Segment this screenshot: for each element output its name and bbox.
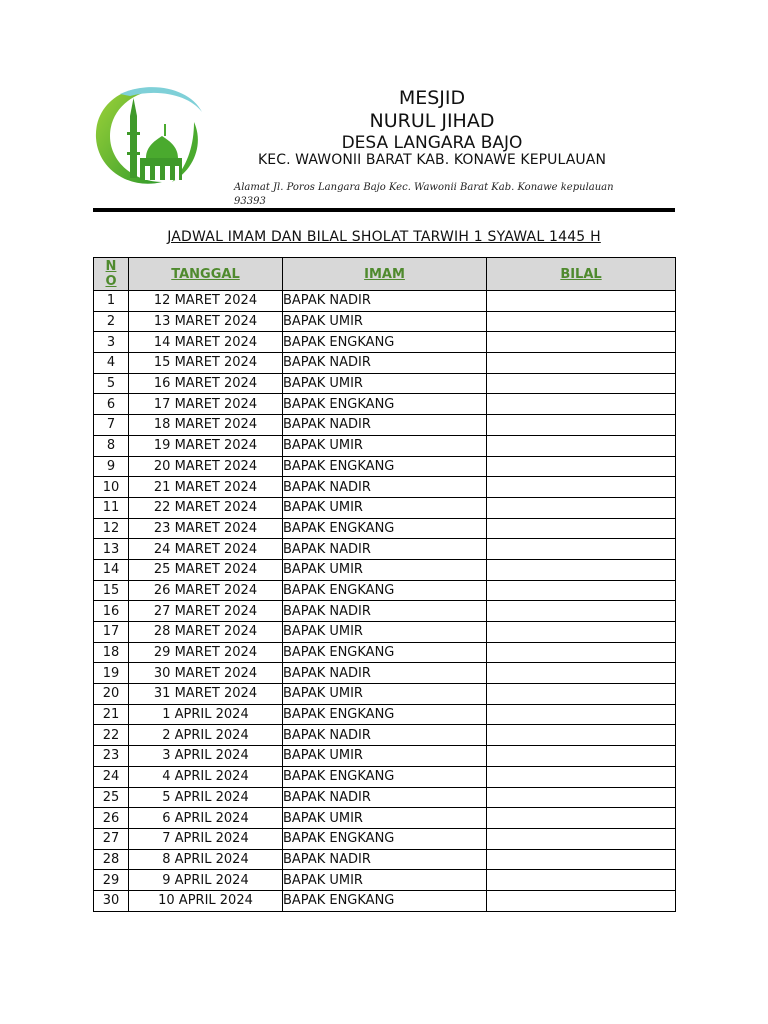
cell-bilal: [487, 725, 676, 746]
cell-bilal: [487, 456, 676, 477]
cell-imam: BAPAK ENGKANG: [283, 642, 487, 663]
cell-imam: BAPAK ENGKANG: [283, 828, 487, 849]
cell-imam: BAPAK ENGKANG: [283, 518, 487, 539]
cell-date: 19 MARET 2024: [129, 435, 283, 456]
cell-imam: BAPAK NADIR: [283, 291, 487, 312]
cell-bilal: [487, 746, 676, 767]
cell-bilal: [487, 642, 676, 663]
mosque-icon: [90, 82, 210, 196]
mosque-label: MESJID: [398, 87, 466, 109]
cell-imam: BAPAK ENGKANG: [283, 580, 487, 601]
cell-imam: BAPAK NADIR: [283, 415, 487, 436]
cell-date: 18 MARET 2024: [129, 415, 283, 436]
cell-no: 9: [94, 456, 129, 477]
cell-no: 11: [94, 497, 129, 518]
cell-no: 27: [94, 828, 129, 849]
village-name: DESA LANGARA BAJO: [341, 133, 523, 153]
cell-date: 12 MARET 2024: [129, 291, 283, 312]
table-row: [94, 787, 676, 808]
cell-no: 23: [94, 746, 129, 767]
table-header-row: [94, 258, 676, 291]
col-header-no: [94, 258, 129, 291]
cell-no: 15: [94, 580, 129, 601]
cell-imam: BAPAK UMIR: [283, 684, 487, 705]
cell-bilal: [487, 890, 676, 911]
col-header-no-top: N: [105, 259, 117, 274]
schedule-table: [93, 257, 676, 912]
cell-no: 16: [94, 601, 129, 622]
cell-date: 24 MARET 2024: [129, 539, 283, 560]
cell-date: 7 APRIL 2024: [129, 828, 283, 849]
table-row: [94, 477, 676, 498]
cell-bilal: [487, 353, 676, 374]
cell-date: 27 MARET 2024: [129, 601, 283, 622]
cell-imam: BAPAK NADIR: [283, 539, 487, 560]
cell-bilal: [487, 373, 676, 394]
cell-imam: BAPAK UMIR: [283, 808, 487, 829]
table-row: [94, 311, 676, 332]
cell-no: 30: [94, 890, 129, 911]
address: Alamat Jl. Poros Langara Bajo Kec. Wawonii Barat Kab. Konawe kepulauan 93393: [234, 182, 614, 207]
schedule-title: JADWAL IMAM DAN BILAL SHOLAT TARWIH 1 SYAWAL 1445 H: [167, 229, 601, 245]
cell-imam: BAPAK ENGKANG: [283, 890, 487, 911]
cell-no: 12: [94, 518, 129, 539]
cell-imam: BAPAK NADIR: [283, 663, 487, 684]
cell-no: 1: [94, 291, 129, 312]
cell-no: 10: [94, 477, 129, 498]
table-row: [94, 725, 676, 746]
col-header-date: TANGGAL: [129, 258, 283, 291]
table-row: [94, 456, 676, 477]
cell-imam: BAPAK UMIR: [283, 870, 487, 891]
table-row: [94, 704, 676, 725]
cell-no: 6: [94, 394, 129, 415]
cell-date: 14 MARET 2024: [129, 332, 283, 353]
col-header-no-bottom: O: [105, 274, 117, 289]
cell-date: 2 APRIL 2024: [129, 725, 283, 746]
table-row: [94, 415, 676, 436]
cell-no: 24: [94, 766, 129, 787]
cell-bilal: [487, 435, 676, 456]
cell-date: 15 MARET 2024: [129, 353, 283, 374]
mosque-logo: [90, 82, 210, 196]
cell-date: 22 MARET 2024: [129, 497, 283, 518]
cell-imam: BAPAK UMIR: [283, 746, 487, 767]
table-row: [94, 601, 676, 622]
table-row: [94, 291, 676, 312]
cell-date: 4 APRIL 2024: [129, 766, 283, 787]
cell-date: 29 MARET 2024: [129, 642, 283, 663]
cell-bilal: [487, 291, 676, 312]
cell-bilal: [487, 766, 676, 787]
table-row: [94, 870, 676, 891]
table-row: [94, 332, 676, 353]
cell-imam: BAPAK NADIR: [283, 601, 487, 622]
cell-date: 20 MARET 2024: [129, 456, 283, 477]
cell-date: 26 MARET 2024: [129, 580, 283, 601]
table-row: [94, 663, 676, 684]
cell-date: 31 MARET 2024: [129, 684, 283, 705]
cell-no: 29: [94, 870, 129, 891]
cell-no: 7: [94, 415, 129, 436]
cell-bilal: [487, 787, 676, 808]
cell-bilal: [487, 704, 676, 725]
cell-date: 16 MARET 2024: [129, 373, 283, 394]
cell-no: 17: [94, 622, 129, 643]
cell-bilal: [487, 580, 676, 601]
cell-imam: BAPAK UMIR: [283, 559, 487, 580]
cell-no: 19: [94, 663, 129, 684]
cell-date: 6 APRIL 2024: [129, 808, 283, 829]
cell-imam: BAPAK ENGKANG: [283, 456, 487, 477]
cell-bilal: [487, 394, 676, 415]
table-row: [94, 746, 676, 767]
cell-imam: BAPAK ENGKANG: [283, 704, 487, 725]
cell-no: 18: [94, 642, 129, 663]
col-header-bilal: BILAL: [487, 258, 676, 291]
cell-imam: BAPAK UMIR: [283, 435, 487, 456]
cell-date: 13 MARET 2024: [129, 311, 283, 332]
cell-imam: BAPAK UMIR: [283, 622, 487, 643]
cell-no: 8: [94, 435, 129, 456]
cell-date: 30 MARET 2024: [129, 663, 283, 684]
cell-no: 25: [94, 787, 129, 808]
table-row: [94, 890, 676, 911]
cell-bilal: [487, 415, 676, 436]
cell-bilal: [487, 539, 676, 560]
cell-imam: BAPAK NADIR: [283, 787, 487, 808]
table-row: [94, 622, 676, 643]
cell-date: 1 APRIL 2024: [129, 704, 283, 725]
table-row: [94, 766, 676, 787]
cell-no: 13: [94, 539, 129, 560]
cell-bilal: [487, 518, 676, 539]
cell-no: 2: [94, 311, 129, 332]
table-row: [94, 684, 676, 705]
cell-bilal: [487, 828, 676, 849]
cell-date: 9 APRIL 2024: [129, 870, 283, 891]
cell-imam: BAPAK NADIR: [283, 353, 487, 374]
district-name: KEC. WAWONII BARAT KAB. KONAWE KEPULAUAN: [257, 152, 607, 168]
table-row: [94, 497, 676, 518]
header-divider: [93, 208, 675, 212]
cell-imam: BAPAK UMIR: [283, 373, 487, 394]
cell-no: 26: [94, 808, 129, 829]
table-row: [94, 642, 676, 663]
table-row: [94, 808, 676, 829]
cell-imam: BAPAK UMIR: [283, 497, 487, 518]
col-header-imam: IMAM: [283, 258, 487, 291]
cell-bilal: [487, 663, 676, 684]
cell-bilal: [487, 849, 676, 870]
cell-bilal: [487, 808, 676, 829]
cell-date: 8 APRIL 2024: [129, 849, 283, 870]
cell-no: 21: [94, 704, 129, 725]
cell-bilal: [487, 601, 676, 622]
cell-no: 14: [94, 559, 129, 580]
cell-bilal: [487, 497, 676, 518]
table-row: [94, 828, 676, 849]
cell-date: 3 APRIL 2024: [129, 746, 283, 767]
table-row: [94, 559, 676, 580]
mosque-name: NURUL JIHAD: [369, 110, 495, 132]
cell-imam: BAPAK NADIR: [283, 725, 487, 746]
cell-bilal: [487, 684, 676, 705]
cell-bilal: [487, 622, 676, 643]
cell-bilal: [487, 332, 676, 353]
cell-date: 5 APRIL 2024: [129, 787, 283, 808]
cell-date: 28 MARET 2024: [129, 622, 283, 643]
cell-date: 23 MARET 2024: [129, 518, 283, 539]
cell-date: 10 APRIL 2024: [129, 890, 283, 911]
table-row: [94, 353, 676, 374]
table-row: [94, 849, 676, 870]
table-row: [94, 539, 676, 560]
cell-date: 17 MARET 2024: [129, 394, 283, 415]
cell-no: 20: [94, 684, 129, 705]
cell-bilal: [487, 870, 676, 891]
cell-imam: BAPAK NADIR: [283, 477, 487, 498]
cell-bilal: [487, 311, 676, 332]
cell-bilal: [487, 559, 676, 580]
cell-date: 25 MARET 2024: [129, 559, 283, 580]
cell-no: 22: [94, 725, 129, 746]
cell-date: 21 MARET 2024: [129, 477, 283, 498]
cell-no: 3: [94, 332, 129, 353]
cell-no: 28: [94, 849, 129, 870]
cell-imam: BAPAK NADIR: [283, 849, 487, 870]
cell-imam: BAPAK ENGKANG: [283, 766, 487, 787]
cell-no: 4: [94, 353, 129, 374]
cell-bilal: [487, 477, 676, 498]
table-row: [94, 394, 676, 415]
cell-imam: BAPAK ENGKANG: [283, 332, 487, 353]
cell-imam: BAPAK ENGKANG: [283, 394, 487, 415]
table-row: [94, 518, 676, 539]
table-row: [94, 435, 676, 456]
cell-no: 5: [94, 373, 129, 394]
cell-imam: BAPAK UMIR: [283, 311, 487, 332]
table-row: [94, 373, 676, 394]
table-row: [94, 580, 676, 601]
